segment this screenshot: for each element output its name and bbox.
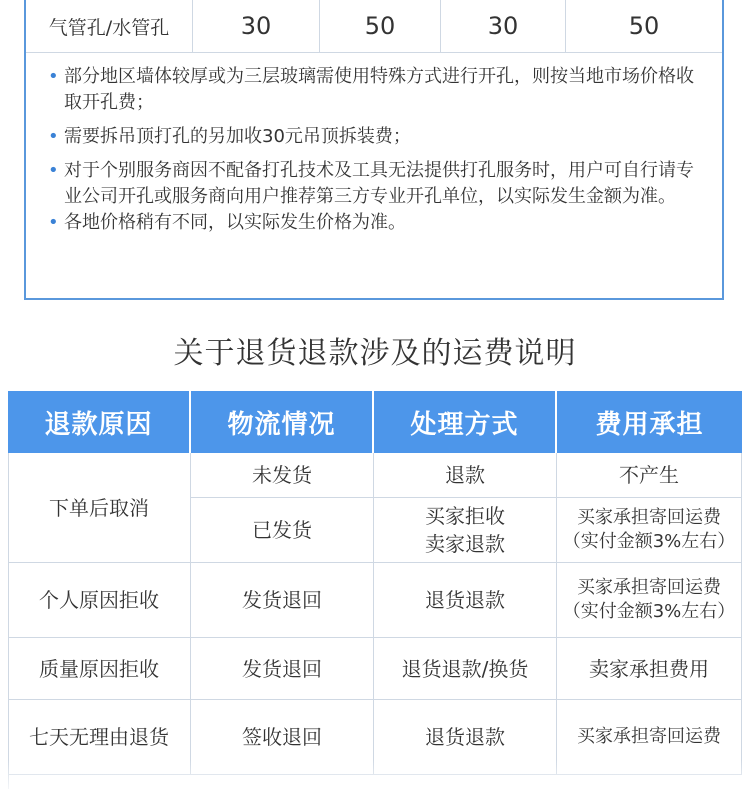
handling-cell: 退货退款 [374,700,557,775]
price-cell: 30 [441,0,566,52]
cost-note: （实付金额3%左右） [562,601,736,622]
cost-cell: 不产生 [557,453,742,498]
logistics-cell: 未发货 [191,453,374,498]
logistics-cell: 发货退回 [191,563,374,638]
note-item [48,124,708,150]
header-cost: 费用承担 [557,391,742,453]
cost-line: 买家承担寄回运费 [577,507,721,528]
note-text: 对于个别服务商因不配备打孔技术及工具无法提供打孔服务时，用户可自行请专业公司开孔或服务商向用户推荐第三方专业开孔单位，以实际发生金额为准。 [64,160,694,207]
cost-line: 买家承担寄回运费 [577,577,721,598]
note-text: 部分地区墙体较厚或为三层玻璃需使用特殊方式进行开孔，则按当地市场价格收取开孔费； [64,66,694,113]
price-cell: 50 [320,0,441,52]
note-text: 需要拆吊顶打孔的另加收30元吊顶拆装费； [64,126,411,147]
handling-line: 买家拒收 [425,504,505,528]
price-row-label: 气管孔/水管孔 [26,0,193,52]
note-item [48,210,708,236]
installation-fee-box [24,0,724,300]
refund-table [8,391,742,789]
bullet-icon: • [48,212,59,233]
logistics-cell: 发货退回 [191,638,374,700]
section-title: 关于退货退款涉及的运费说明 [173,336,577,371]
handling-cell: 退货退款/换货 [374,638,557,700]
cost-cell [557,498,742,563]
handling-line: 卖家退款 [425,532,505,556]
reason-cell: 下单后取消 [8,453,191,563]
reason-cell: 质量原因拒收 [8,638,191,700]
cost-cell [557,563,742,638]
cost-note: （实付金额3%左右） [562,531,736,552]
cost-cell: 卖家承担费用 [557,638,742,700]
reason-cell: 七天无理由退货 [8,700,191,775]
note-item [48,64,708,116]
price-cell: 30 [193,0,320,52]
header-logistics: 物流情况 [191,391,374,453]
logistics-cell: 签收退回 [191,700,374,775]
note-text: 各地价格稍有不同，以实际发生价格为准。 [64,212,406,233]
reason-cell: 个人原因拒收 [8,563,191,638]
cost-cell: 买家承担寄回运费 [557,700,742,775]
logistics-cell: 已发货 [191,498,374,563]
notes-list [48,64,708,236]
bullet-icon: • [48,66,59,87]
bullet-icon: • [48,160,59,181]
price-row [26,0,722,53]
note-item [48,158,708,210]
bullet-icon: • [48,126,59,147]
handling-cell: 退货退款 [374,563,557,638]
price-cell: 50 [628,12,660,40]
header-reason: 退款原因 [8,391,191,453]
header-handling: 处理方式 [374,391,557,453]
handling-cell [374,498,557,563]
handling-cell: 退款 [374,453,557,498]
